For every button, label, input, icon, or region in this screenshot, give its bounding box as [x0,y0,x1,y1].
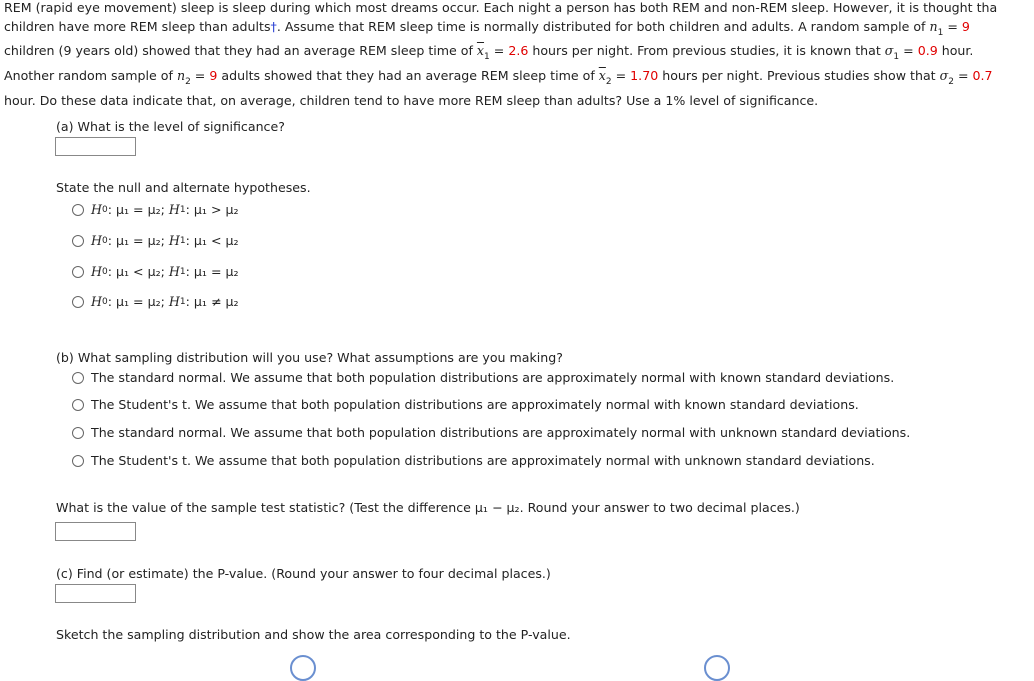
radio-button[interactable] [72,235,84,247]
h1-text: μ₁ > μ₂ [193,202,239,217]
hypothesis-option-4[interactable]: H 0 : μ₁ = μ₂ ; H 1 : μ₁ ≠ μ₂ [72,294,239,309]
x1-value: 2.6 [508,43,529,58]
h0-text: μ₁ = μ₂ [115,294,161,309]
h0-text: μ₁ < μ₂ [115,264,161,279]
sigma1-value: 0.9 [917,43,938,58]
n2-value: 9 [209,68,218,83]
radio-button[interactable] [72,399,84,411]
option-label: The Student's t. We assume that both population distributions are approximately normal with unknown standard deviations. [91,453,875,468]
radio-button[interactable] [72,266,84,278]
h1-text: μ₁ < μ₂ [193,233,239,248]
distribution-option-3[interactable] [72,425,910,440]
hypothesis-option-3[interactable]: H 0 : μ₁ < μ₂ ; H 1 : μ₁ = μ₂ [72,264,239,279]
problem-line-1: REM (rapid eye movement) sleep is sleep during which most dreams occur. Each night a person has both REM and non-REM sleep. However, it is thought tha [4,0,998,15]
distribution-option-2[interactable] [72,397,859,412]
hypothesis-option-2[interactable]: H 0 : μ₁ = μ₂ ; H 1 : μ₁ < μ₂ [72,233,239,248]
distribution-option-4[interactable] [72,453,875,468]
option-label: The standard normal. We assume that both population distributions are approximately normal with unknown standard deviations. [91,425,911,440]
option-label: The standard normal. We assume that both population distributions are approximately normal with known standard deviations. [91,370,895,385]
problem-line-4: Another random sample of $n_2 = 9$ adults showed that they had an average REM sleep time of $\overline{x}_2 = 1.70$ hours per night. Previous studies show that $\sigma_2 = 0.7$ [4,68,993,87]
distribution-option-1[interactable] [72,370,894,385]
text: hour. [937,43,974,58]
hypotheses-prompt: State the null and alternate hypotheses. [56,180,311,195]
text: Another random sample of [4,68,177,83]
text: hours per night. Previous studies show that [658,68,940,83]
radio-button[interactable] [72,427,84,439]
n1-value: 9 [961,19,970,34]
h1-text: μ₁ = μ₂ [193,264,239,279]
part-a-question: (a) What is the level of significance? [56,119,285,134]
option-label: The Student's t. We assume that both population distributions are approximately normal with known standard deviations. [91,397,859,412]
radio-button[interactable] [72,204,84,216]
graph-option-right[interactable] [704,655,730,681]
h0-text: μ₁ = μ₂ [115,202,161,217]
radio-button[interactable] [72,296,84,308]
radio-button[interactable] [72,372,84,384]
text: . Assume that REM sleep time is normally distributed for both children and adults. A random sample of [276,19,930,34]
test-statistic-input[interactable] [55,522,136,541]
problem-line-5: hour. Do these data indicate that, on average, children tend to have more REM sleep than adults? Use a 1% level of significance. [4,93,819,108]
part-b-question: (b) What sampling distribution will you use? What assumptions are you making? [56,350,563,365]
x2-value: 1.70 [630,68,659,83]
significance-input[interactable] [55,137,136,156]
text: children have more REM sleep than adults [4,19,271,34]
sketch-prompt: Sketch the sampling distribution and show the area corresponding to the P-value. [56,627,571,642]
h1-text: μ₁ ≠ μ₂ [193,294,239,309]
part-c-question: (c) Find (or estimate) the P-value. (Round your answer to four decimal places.) [56,566,551,581]
sigma2-value: 0.7 [972,68,993,83]
footnote-link[interactable]: † [270,19,277,34]
problem-line-2: children have more REM sleep than adults†. Assume that REM sleep time is normally distributed for both children and adults. A random sample of $n_1 = 9$ [4,19,970,38]
text: children (9 years old) showed that they had an average REM sleep time of [4,43,477,58]
h0-text: μ₁ = μ₂ [115,233,161,248]
problem-line-3: children (9 years old) showed that they had an average REM sleep time of $\overline{x}_1 = 2.6$ hours per night. From previous studies, it is known that $\sigma_1 = 0.9$ hour. [4,43,974,62]
graph-option-left[interactable] [290,655,316,681]
hypothesis-option-1[interactable]: H 0 : μ₁ = μ₂ ; H 1 : μ₁ > μ₂ [72,202,239,217]
radio-button[interactable] [72,455,84,467]
p-value-input[interactable] [55,584,136,603]
text: adults showed that they had an average REM sleep time of [217,68,599,83]
text: hours per night. From previous studies, it is known that [528,43,885,58]
test-statistic-question: What is the value of the sample test statistic? (Test the difference μ₁ − μ₂. Round your answer to two decimal places.) [56,500,800,515]
